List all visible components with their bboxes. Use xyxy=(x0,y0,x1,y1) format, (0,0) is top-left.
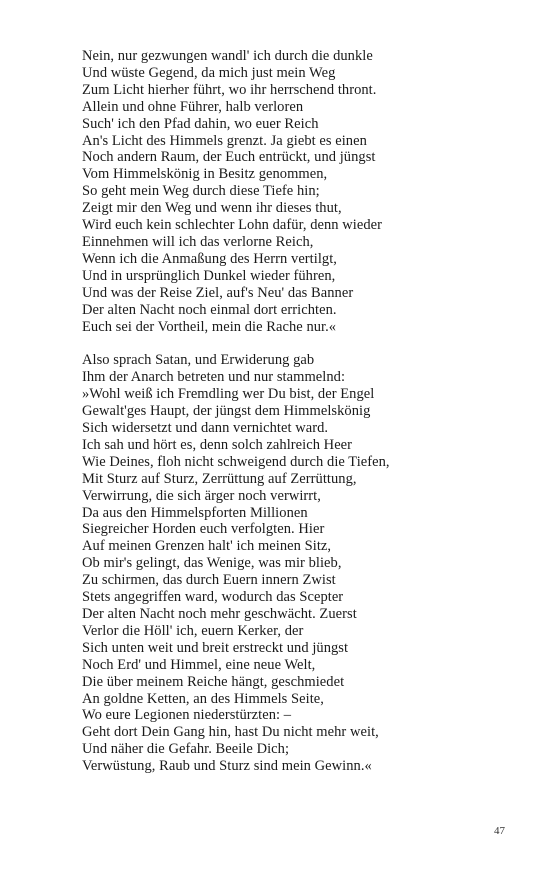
verse-line: Verlor die Höll' ich, euern Kerker, der xyxy=(82,622,304,639)
verse-line: Zeigt mir den Weg und wenn ihr dieses thut, xyxy=(82,200,342,217)
verse-line: Gewalt'ges Haupt, der jüngst dem Himmelskönig xyxy=(82,403,371,420)
verse-line: Sich widersetzt und dann vernichtet ward. xyxy=(82,420,329,437)
stanza-1 xyxy=(82,48,522,335)
verse-line: Wo eure Legionen niederstürzten: – xyxy=(82,707,292,724)
verse-line: Noch Erd' und Himmel, eine neue Welt, xyxy=(82,656,316,673)
verse-line: Zum Licht hierher führt, wo ihr herrschend thront. xyxy=(82,81,377,98)
verse-line: Ihm der Anarch betreten und nur stammelnd: xyxy=(82,369,346,386)
poem-text xyxy=(82,48,522,775)
verse-line: So geht mein Weg durch diese Tiefe hin; xyxy=(82,183,320,200)
verse-line: Also sprach Satan, und Erwiderung gab xyxy=(82,352,315,369)
verse-line: Nein, nur gezwungen wandl' ich durch die dunkle xyxy=(82,48,373,64)
verse-line: Euch sei der Vortheil, mein die Rache nur.« xyxy=(82,318,337,335)
verse-line: »Wohl weiß ich Fremdling wer Du bist, der Engel xyxy=(82,386,375,403)
verse-line: Sich unten weit und breit erstreckt und jüngst xyxy=(82,639,349,656)
verse-line: Auf meinen Grenzen halt' ich meinen Sitz, xyxy=(82,538,332,555)
verse-line: Mit Sturz auf Sturz, Zerrüttung auf Zerrüttung, xyxy=(82,470,357,487)
verse-line: Und in ursprünglich Dunkel wieder führen, xyxy=(82,267,336,284)
verse-line: Noch andern Raum, der Euch entrückt, und jüngst xyxy=(82,149,376,166)
verse-line: Der alten Nacht noch einmal dort errichten. xyxy=(82,301,337,318)
verse-line: Such' ich den Pfad dahin, wo euer Reich xyxy=(82,115,319,132)
verse-line: Und wüste Gegend, da mich just mein Weg xyxy=(82,64,336,81)
verse-line: An goldne Ketten, an des Himmels Seite, xyxy=(82,690,324,707)
verse-line: Wenn ich die Anmaßung des Herrn vertilgt, xyxy=(82,250,337,267)
verse-line: Wie Deines, floh nicht schweigend durch die Tiefen, xyxy=(82,453,390,470)
verse-line: Ob mir's gelingt, das Wenige, was mir blieb, xyxy=(82,555,342,572)
verse-line: Allein und ohne Führer, halb verloren xyxy=(82,98,304,115)
verse-line: Zu schirmen, das durch Euern innern Zwist xyxy=(82,572,336,589)
verse-line: Vom Himmelskönig in Besitz genommen, xyxy=(82,166,328,183)
verse-line: Ich sah und hört es, denn solch zahlreich Heer xyxy=(82,436,353,453)
verse-line: Der alten Nacht noch mehr geschwächt. Zuerst xyxy=(82,606,357,622)
page-number: 47 xyxy=(494,825,505,837)
verse-line: Siegreicher Horden euch verfolgten. Hier xyxy=(82,521,325,538)
verse-line: Verwirrung, die sich ärger noch verwirrt, xyxy=(82,487,321,504)
verse-line: Wird euch kein schlechter Lohn dafür, denn wieder xyxy=(82,217,383,234)
verse-line: Einnehmen will ich das verlorne Reich, xyxy=(82,233,314,250)
verse-line: An's Licht des Himmels grenzt. Ja giebt es einen xyxy=(82,132,367,149)
stanza-2 xyxy=(82,352,522,775)
verse-line: Die über meinem Reiche hängt, geschmiedet xyxy=(82,673,345,690)
verse-line: Und näher die Gefahr. Beeile Dich; xyxy=(82,741,290,758)
verse-line: Verwüstung, Raub und Sturz sind mein Gewinn.« xyxy=(82,758,372,775)
verse-line: Geht dort Dein Gang hin, hast Du nicht mehr weit, xyxy=(82,724,379,741)
verse-line: Da aus den Himmelspforten Millionen xyxy=(82,504,308,521)
verse-line: Und was der Reise Ziel, auf's Neu' das Banner xyxy=(82,284,354,301)
verse-line: Stets angegriffen ward, wodurch das Scepter xyxy=(82,589,344,606)
